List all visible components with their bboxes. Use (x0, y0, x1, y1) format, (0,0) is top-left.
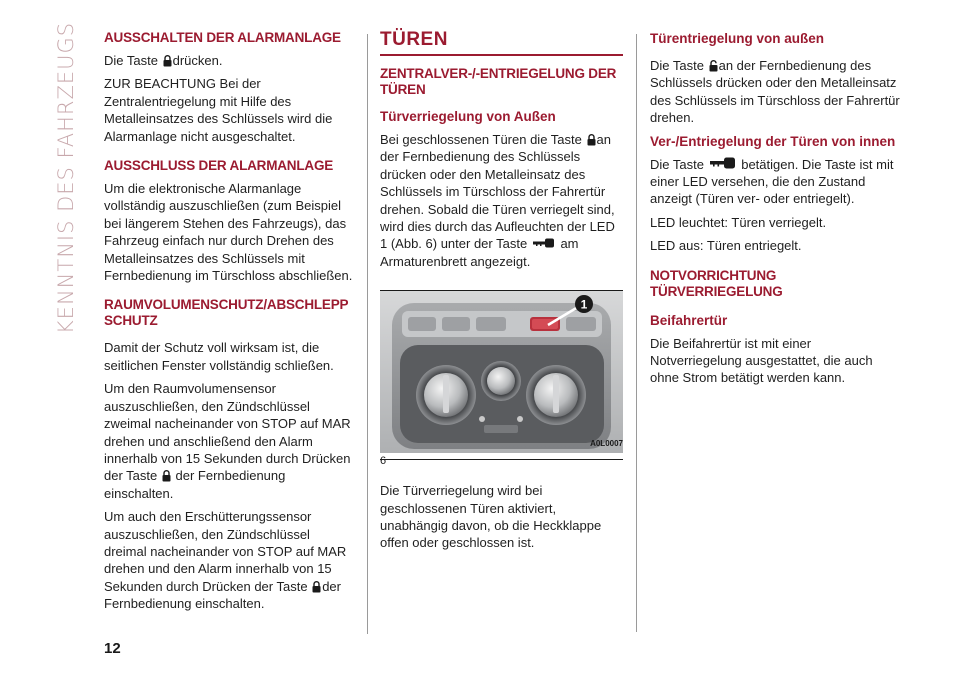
chapter-side-title-text: KENNTNIS DES FAHRZEUGS (54, 21, 79, 334)
text-segment: Die Taste (104, 53, 158, 68)
subheading-lock-outside: Türverriegelung von Außen (380, 109, 556, 124)
column-divider-1 (367, 34, 368, 634)
subheading-passenger-door: Beifahrertür (650, 312, 728, 328)
lock-icon (587, 134, 596, 146)
figure-number: 6 (380, 455, 387, 468)
text-segment: am Armaturenbrett angezeigt. (380, 236, 579, 269)
paragraph-alarm-off (104, 52, 354, 69)
lock-icon (162, 470, 171, 482)
paragraph-volume-1: Damit der Schutz voll wirksam ist, die seitlichen Fenster vollständig schließen. (104, 340, 334, 373)
paragraph-unlock-outside (650, 57, 900, 127)
text-segment: Um den Raumvolumensensor auszuschließen, den Zündschlüssel zweimal nacheinander von STOP auf MAR drehen und anschließend den Alarm innerhalb von 15 Sekunden durch Drücken der Taste (104, 381, 351, 484)
figure-callout-1: 1 (580, 297, 588, 312)
paragraph-lock-inside (650, 156, 900, 208)
heading-volume-protection: RAUMVOLUMENSCHUTZ/ABSCHLEPP SCHUTZ (104, 297, 349, 329)
text-segment: drücken. (172, 53, 223, 68)
section-title-doors: TÜREN (380, 29, 448, 50)
heading-central-locking: ZENTRALVER-/-ENTRIEGELUNG DER TÜREN (380, 66, 617, 97)
unlock-icon (709, 60, 718, 72)
subheading-lock-inside: Ver-/Entriegelung der Türen von innen (650, 133, 896, 149)
column-divider-2 (636, 34, 637, 632)
page-number: 12 (104, 640, 121, 657)
column-2 (380, 30, 623, 558)
paragraph-lock-outside (380, 131, 623, 270)
title-underline (380, 54, 623, 56)
text-segment: Die Taste (650, 156, 704, 172)
text-segment: an der Fernbedienung des Schlüssels drücken oder den Metalleinsatz des Schlüssels im Türschloss der Fahrertür drehen. (650, 58, 900, 126)
dashboard-climate-panel-image (380, 291, 623, 453)
text-segment: Die Taste (650, 58, 704, 73)
text-segment: der Fernbedienung einschalten. (104, 468, 286, 501)
paragraph-passenger-door: Die Beifahrertür ist mit einer Notverriegelung ausgestattet, die auch ohne Strom betätigt werden kann. (650, 335, 873, 386)
column-1 (104, 30, 354, 619)
text-segment: an der Fernbedienung des Schlüssels drücken oder den Metalleinsatz des Schlüssels im Türschloss der Fahrertür drehen. Sobald die Türen verriegelt sind, wird dies durch das Aufleuchten der LED 1 (Abb. 6) unter der Taste (380, 132, 615, 252)
text-segment: betätigen. Die Taste ist mit einer LED versehen, die den Zustand anzeigt (Türen ver- oder entriegelt). (650, 156, 894, 207)
paragraph-alarm-exclusion: Um die elektronische Alarmanlage vollständig auszuschließen (zum Beispiel bei längerem Stehen des Fahrzeugs), das Fahrzeug einfach nur durch Drehen des Metalleinsatzes des Schlüssels mit Fernbedienung im Türschloss abschließen. (104, 181, 353, 284)
paragraph-led-on: LED leuchtet: Türen verriegelt. (650, 214, 827, 230)
column-3 (650, 30, 900, 393)
heading-alarm-exclusion: AUSSCHLUSS DER ALARMANLAGE (104, 158, 334, 174)
text-segment: der Fernbedienung einschalten. (104, 578, 341, 612)
chapter-side-title (46, 20, 86, 335)
text-segment: Um auch den Erschütterungssensor auszuschließen, den Zündschlüssel dreimal nacheinander von STOP auf MAR drehen und den Alarm innerhalb von 15 Sekunden durch Drücken der Taste (104, 509, 347, 594)
figure-bottom-rule (380, 459, 623, 460)
paragraph-lock-note: Die Türverriegelung wird bei geschlossenen Türen aktiviert, unabhängig davon, ob die Heckklappe offen oder geschlossen ist. (380, 483, 602, 551)
subheading-unlock-outside: Türentriegelung von außen (650, 31, 825, 46)
paragraph-note: ZUR BEACHTUNG Bei der Zentralentriegelung mit Hilfe des Metalleinsatzes des Schlüssels wird die Alarmanlage nicht ausgeschaltet. (104, 76, 333, 144)
paragraph-led-off: LED aus: Türen entriegelt. (650, 238, 802, 254)
central-lock-key-icon (533, 238, 555, 248)
central-lock-key-icon (710, 157, 736, 169)
heading-alarm-off: AUSSCHALTEN DER ALARMANLAGE (104, 30, 341, 45)
paragraph-volume-3 (104, 508, 354, 612)
figure-code: A0L0007 (590, 439, 623, 449)
lock-icon (163, 55, 172, 67)
paragraph-volume-2 (104, 380, 354, 502)
heading-emergency-lock: NOTVORRICHTUNG TÜRVERRIEGELUNG (650, 267, 783, 299)
lock-icon (312, 581, 321, 593)
figure-6 (380, 290, 623, 468)
text-segment: Bei geschlossenen Türen die Taste (380, 132, 582, 147)
